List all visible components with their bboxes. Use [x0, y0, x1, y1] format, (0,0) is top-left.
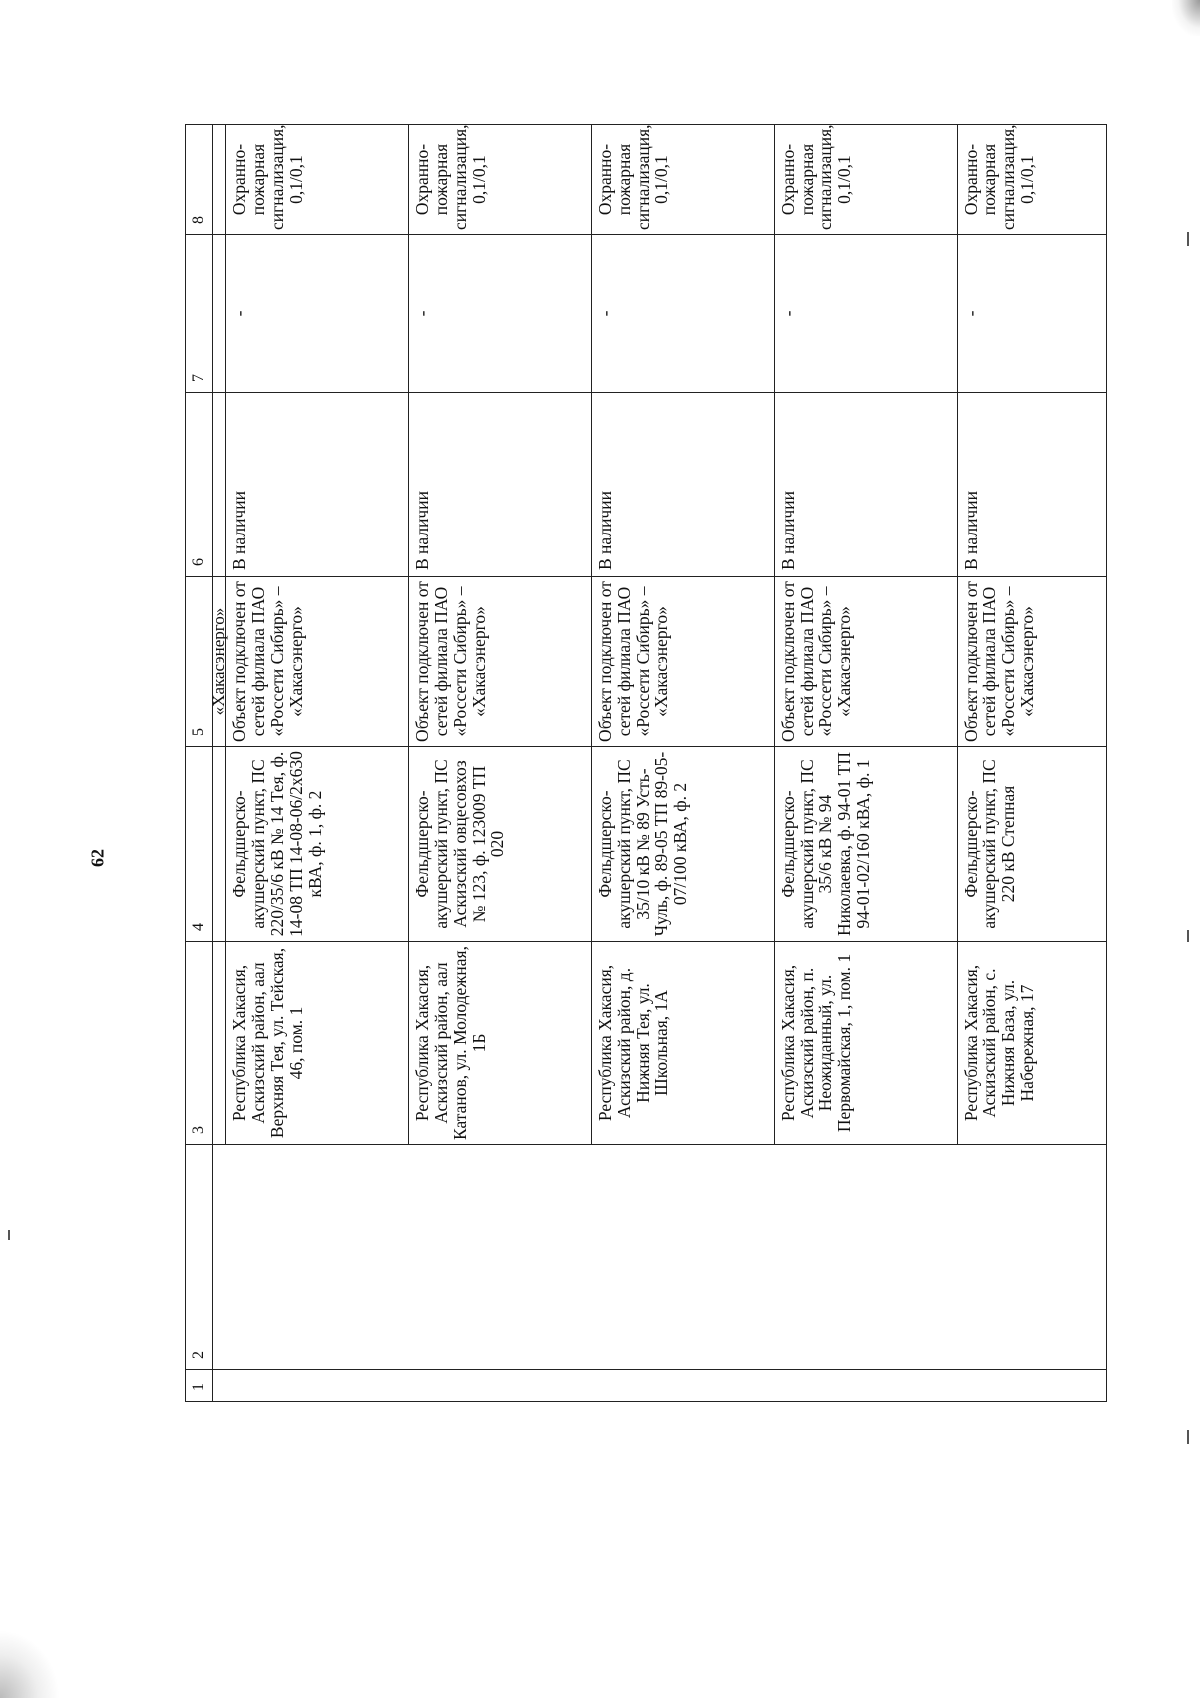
header-cell: 6 [186, 393, 213, 577]
scan-stain [0, 1630, 60, 1698]
scan-edge-mark [1187, 1430, 1189, 1444]
power-cell: Объект подключен от сетей филиала ПАО «Россети Сибирь» – «Хакасэнерго» [957, 577, 1107, 747]
col7-cell: - [774, 235, 957, 393]
availability-cell: В наличии [408, 393, 591, 577]
header-row [186, 125, 213, 1402]
header-cell: 8 [186, 125, 213, 235]
alarm-cell: Охранно-пожарная сигнализация, 0,1/0,1 [957, 125, 1107, 235]
table-cell [213, 235, 226, 393]
rotated-table-container [185, 125, 1107, 1402]
table-cell [213, 125, 226, 235]
power-cell: Объект подключен от сетей филиала ПАО «Россети Сибирь» – «Хакасэнерго» [591, 577, 774, 747]
facility-cell: Фельдшерско-акушерский пункт, ПС 35/10 кВ № 89 Усть-Чуль, ф. 89-05 ТП 89-05-07/100 кВА, ф. 2 [591, 747, 774, 942]
availability-cell: В наличии [226, 393, 409, 577]
table-cell [213, 393, 226, 577]
availability-cell: В наличии [957, 393, 1107, 577]
facility-cell: Фельдшерско-акушерский пункт, ПС 35/6 кВ № 94 Николаевка, ф. 94-01 ТП 94-01-02/160 кВА, ф. 1 [774, 747, 957, 942]
continuation-text: «Хакасэнерго» [213, 577, 226, 747]
alarm-cell: Охранно-пожарная сигнализация, 0,1/0,1 [774, 125, 957, 235]
address-cell: Республика Хакасия, Аскизский район, п. Неожиданный, ул. Первомайская, 1, пом. 1 [774, 942, 957, 1145]
scan-edge-mark [8, 1230, 10, 1240]
address-cell: Республика Хакасия, Аскизский район, д. Нижняя Тея, ул. Школьная, 1А [591, 942, 774, 1145]
alarm-cell: Охранно-пожарная сигнализация, 0,1/0,1 [591, 125, 774, 235]
page-number: 62 [87, 849, 108, 867]
power-cell: Объект подключен от сетей филиала ПАО «Россети Сибирь» – «Хакасэнерго» [226, 577, 409, 747]
facility-table [185, 124, 1107, 1402]
availability-cell: В наличии [591, 393, 774, 577]
address-cell: Республика Хакасия, Аскизский район, аал Верхняя Тея, ул. Тейская, 46, пом. 1 [226, 942, 409, 1145]
facility-cell: Фельдшерско-акушерский пункт, ПС 220/35/6 кВ № 14 Тея, ф. 14-08 ТП 14-08-06/2х630 кВА, ф. 1, ф. 2 [226, 747, 409, 942]
col7-cell: - [226, 235, 409, 393]
address-cell: Республика Хакасия, Аскизский район, с. Нижняя База, ул. Набережная, 17 [957, 942, 1107, 1145]
alarm-cell: Охранно-пожарная сигнализация, 0,1/0,1 [226, 125, 409, 235]
continuation-row [213, 125, 226, 1402]
header-cell: 5 [186, 577, 213, 747]
header-cell: 3 [186, 942, 213, 1145]
address-cell: Республика Хакасия, Аскизский район, аал Катанов, ул. Молодежная, 1Б [408, 942, 591, 1145]
table-cell [213, 942, 226, 1145]
col7-cell: - [408, 235, 591, 393]
header-cell: 4 [186, 747, 213, 942]
alarm-cell: Охранно-пожарная сигнализация, 0,1/0,1 [408, 125, 591, 235]
merged-cell-col1 [213, 1370, 1107, 1402]
header-cell: 7 [186, 235, 213, 393]
col7-cell: - [591, 235, 774, 393]
table-cell [213, 747, 226, 942]
power-cell: Объект подключен от сетей филиала ПАО «Россети Сибирь» – «Хакасэнерго» [408, 577, 591, 747]
power-cell: Объект подключен от сетей филиала ПАО «Россети Сибирь» – «Хакасэнерго» [774, 577, 957, 747]
merged-cell-col2 [213, 1145, 1107, 1370]
facility-cell: Фельдшерско-акушерский пункт, ПС 220 кВ Степная [957, 747, 1107, 942]
facility-cell: Фельдшерско-акушерский пункт, ПС Аскизский овцесовхоз № 123, ф. 123009 ТП 020 [408, 747, 591, 942]
scan-edge-mark [1187, 232, 1189, 246]
col7-cell: - [957, 235, 1107, 393]
scan-corner-stain [1172, 0, 1200, 36]
scan-edge-mark [1187, 930, 1189, 942]
header-cell: 1 [186, 1370, 213, 1402]
availability-cell: В наличии [774, 393, 957, 577]
header-cell: 2 [186, 1145, 213, 1370]
